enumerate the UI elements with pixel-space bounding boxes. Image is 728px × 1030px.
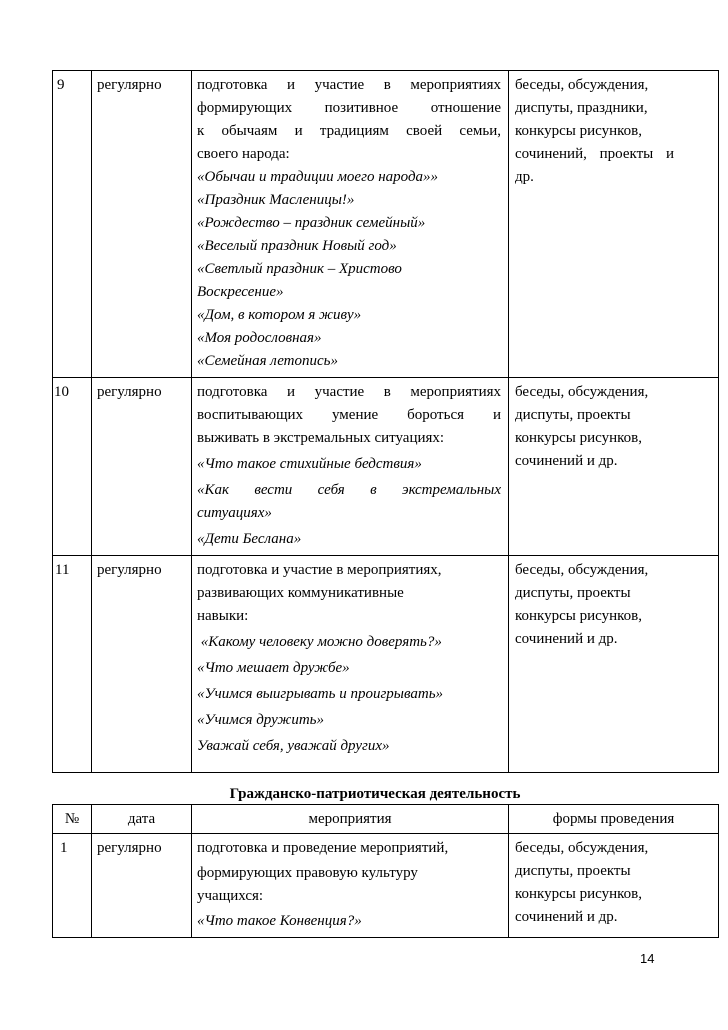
date-cell [92, 378, 192, 556]
header-date: дата [92, 805, 192, 834]
table-row [53, 556, 719, 773]
form-text-line: др. [515, 169, 534, 185]
event-text-line: своего народа: [197, 146, 290, 162]
table-row [53, 71, 719, 378]
form-text-line: беседы, обсуждения, [515, 840, 649, 856]
event-text-line: формирующих правовую культуру [197, 865, 418, 881]
event-text-line: выживать в экстремальных ситуациях: [197, 430, 445, 446]
form-text-line: беседы, обсуждения, [515, 77, 649, 93]
row-number: 11 [55, 562, 70, 578]
form-text-line: конкурсы рисунков, [515, 608, 642, 624]
event-text-line: навыки: [197, 608, 249, 624]
civic-patriotic-table [52, 804, 719, 938]
event-text-line: к обычаям и традициям своей семьи, [197, 123, 501, 139]
event-item: «Семейная летопись» [197, 353, 338, 369]
event-item: «Учимся выигрывать и проигрывать» [197, 686, 444, 702]
table-row [53, 378, 719, 556]
form-text-line: конкурсы рисунков, [515, 886, 642, 902]
event-text-line: подготовка и проведение мероприятий, [197, 840, 449, 856]
header-num: № [53, 805, 92, 834]
header-form: формы проведения [509, 805, 719, 834]
event-item: ситуациях» [197, 505, 272, 521]
event-item: «Праздник Масленицы!» [197, 192, 355, 208]
event-text-line: подготовка и участие в мероприятиях [197, 77, 501, 93]
form-text-line: конкурсы рисунков, [515, 123, 642, 139]
table-header-row [53, 805, 719, 834]
event-item: «Что такое стихийные бедствия» [197, 456, 422, 472]
form-cell [509, 378, 719, 556]
event-cell [192, 834, 509, 938]
form-cell [509, 556, 719, 773]
row-date: регулярно [97, 77, 162, 93]
event-item: «Какому человеку можно доверять?» [197, 634, 442, 650]
table-row [53, 834, 719, 938]
form-text-line: конкурсы рисунков, [515, 430, 642, 446]
page-number: 14 [640, 951, 655, 966]
row-number-cell [53, 834, 92, 938]
event-item: «Дети Беслана» [197, 531, 302, 547]
event-text-line: воспитывающих умение бороться и [197, 407, 501, 423]
form-text-line: диспуты, проекты [515, 407, 631, 423]
event-item: «Что такое Конвенция?» [197, 913, 362, 929]
date-cell [92, 556, 192, 773]
form-text-line: диспуты, проекты [515, 863, 631, 879]
event-cell [192, 556, 509, 773]
event-item: «Как вести себя в экстремальных [197, 482, 501, 498]
section-title-text: Гражданско-патриотическая деятельность [229, 786, 521, 802]
event-item: «Светлый праздник – Христово [197, 261, 402, 277]
form-cell [509, 834, 719, 938]
row-date: регулярно [97, 562, 162, 578]
event-item: «Рождество – праздник семейный» [197, 215, 426, 231]
event-item: «Веселый праздник Новый год» [197, 238, 397, 254]
section-title [52, 784, 686, 804]
form-text-line: сочинений и др. [515, 909, 618, 925]
event-item: «Обычаи и традиции моего народа»» [197, 169, 439, 185]
event-text-line: подготовка и участие в мероприятиях [197, 384, 501, 400]
form-text-line: сочинений и др. [515, 453, 618, 469]
row-number: 10 [54, 384, 69, 400]
event-text-line: учащихся: [197, 888, 264, 904]
form-text-line: диспуты, проекты [515, 585, 631, 601]
event-cell [192, 378, 509, 556]
event-item: «Моя родословная» [197, 330, 322, 346]
event-item: «Дом, в котором я живу» [197, 307, 362, 323]
row-number: 1 [60, 840, 68, 856]
row-number-cell [53, 556, 92, 773]
date-cell [92, 71, 192, 378]
form-text-line: беседы, обсуждения, [515, 384, 649, 400]
event-text-line: формирующих позитивное отношение [197, 100, 501, 116]
form-text-line: диспуты, праздники, [515, 100, 648, 116]
row-date: регулярно [97, 384, 162, 400]
form-cell [509, 71, 719, 378]
row-number-cell [53, 71, 92, 378]
header-event: мероприятия [192, 805, 509, 834]
event-text-line: развивающих коммуникативные [197, 585, 404, 601]
form-text-line: беседы, обсуждения, [515, 562, 649, 578]
row-number-cell [53, 378, 92, 556]
event-cell [192, 71, 509, 378]
event-item: Уважай себя, уважай других» [197, 738, 390, 754]
event-item: Воскресение» [197, 284, 284, 300]
event-item: «Что мешает дружбе» [197, 660, 350, 676]
event-item: «Учимся дружить» [197, 712, 324, 728]
event-text-line: подготовка и участие в мероприятиях, [197, 562, 442, 578]
date-cell [92, 834, 192, 938]
row-date: регулярно [97, 840, 162, 856]
form-text-line: сочинений, проекты и [515, 146, 674, 162]
form-text-line: сочинений и др. [515, 631, 618, 647]
row-number: 9 [57, 77, 65, 93]
activities-table-continued [52, 70, 719, 773]
